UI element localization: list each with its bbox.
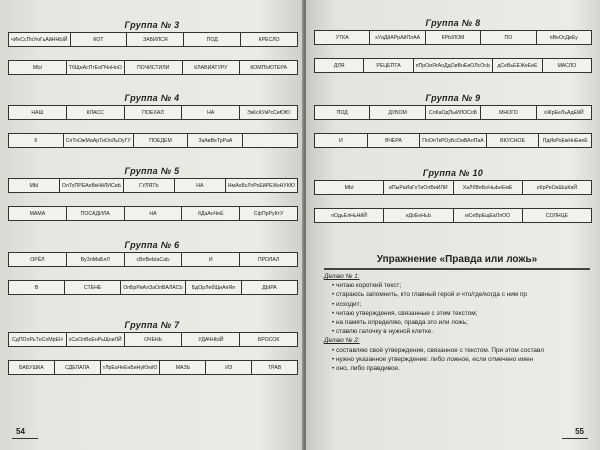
word-cell: КОТ — [71, 33, 128, 46]
word-cell: ОлТоПРЕАеВкНйЛИСиЬ — [60, 179, 124, 192]
word-cell: оКрРеОаШшКиЙ — [536, 184, 578, 191]
sentence-row — [314, 30, 592, 45]
word-cell: КРЫЛОМ — [426, 31, 481, 44]
sentence-row — [8, 133, 298, 148]
sentence-row — [314, 208, 592, 223]
word-cell: УТКА — [315, 31, 370, 44]
word-cell: ВЧЕРА — [368, 134, 421, 147]
group-title: Группа № 7 — [124, 320, 180, 330]
word-cell: ОЧЕНЬ — [125, 333, 183, 346]
word-cell — [243, 134, 297, 147]
word-cell: ТРАВ — [267, 364, 282, 371]
page-number-rule — [12, 438, 38, 439]
group-title: Группа № 3 — [124, 20, 180, 30]
word-cell: ДУБОМ — [370, 106, 425, 119]
sentence-row — [8, 32, 298, 47]
word-cell: пВеОсДвЕу — [549, 34, 578, 41]
word-cell: ПРОЛАЛ — [257, 256, 280, 263]
word-cell: СОЛНЦЕ — [545, 212, 568, 219]
word-cell: ПдИкРоЕжНнЕиеЕ — [542, 137, 588, 144]
word-cell: ПОД — [184, 33, 241, 46]
page-number: 54 — [16, 427, 25, 436]
page-number: 55 — [575, 427, 584, 436]
word-cell: КРЕСЛО — [258, 36, 280, 43]
word-cell: НАШ — [9, 106, 67, 119]
step1-list — [324, 281, 594, 336]
word-cell: тЛрЕаЧеЕнБиНуЮюЮ — [101, 361, 161, 374]
word-cell: ПОЕХАЛ — [125, 106, 183, 119]
exercise-title: Упражнение «Правда или ложь» — [324, 250, 590, 270]
word-cell: СТЕНЕ — [65, 281, 121, 294]
exercise-item: • стараюсь запомнить, кто главный герой и что/где/когда с ним пр — [332, 290, 594, 299]
group-title: Группа № 6 — [124, 240, 180, 250]
word-cell: КОМПЬЮТЕРА — [250, 64, 287, 71]
word-cell: дСеВьЕЕЖеЕеЕ — [493, 59, 542, 72]
exercise-item: • читаю утверждения, связанные с этим текстом; — [332, 309, 594, 318]
word-cell: МЫ — [315, 181, 384, 194]
word-cell: оЖрЕеЛьАдЕйЙ — [544, 109, 584, 116]
word-cell: СДЕЛАЛА — [55, 361, 101, 374]
sentence-row — [314, 180, 592, 195]
word-cell: ПОСАДИЛА — [67, 207, 125, 220]
step1-label: Делаю № 1: — [324, 273, 360, 280]
word-cell: сВлВеЫаСаЬ — [125, 253, 183, 266]
word-cell: ИЗ — [206, 361, 252, 374]
group-title: Группа № 5 — [124, 166, 180, 176]
sentence-row — [8, 178, 298, 193]
word-cell: КЛАВИАТУРУ — [183, 61, 241, 74]
word-cell: МАЗЬ — [160, 361, 206, 374]
word-cell: СфПрРуКтУ — [253, 210, 284, 217]
right-page — [306, 0, 600, 450]
word-cell: В — [9, 281, 65, 294]
sentence-row — [8, 280, 298, 295]
word-cell: ЭкКсКУкРсСиЮЮ — [246, 109, 291, 116]
word-cell: НмАоБсЛтРоЕйРЕЖкНУКЮ — [227, 182, 295, 189]
word-cell: пОдьЕлНьНйЙ — [315, 209, 384, 222]
step2-list — [324, 346, 594, 374]
word-cell: МЫ — [9, 179, 60, 192]
exercise-item: • ставлю галочку в нужной клетке. — [332, 327, 594, 336]
sentence-row — [8, 60, 298, 75]
word-cell: НА — [182, 106, 240, 119]
word-cell: КЛАСС — [67, 106, 125, 119]
word-cell: РЕЦЕПТА — [364, 59, 413, 72]
group-title: Группа № 4 — [124, 93, 180, 103]
word-cell: ДЛЯ — [315, 59, 364, 72]
word-cell: ЗАБИЛСЯ — [127, 33, 184, 46]
exercise-body — [324, 272, 594, 373]
step2-label: Делаю № 2: — [324, 337, 360, 345]
sentence-row — [314, 105, 592, 120]
word-cell: ПОЧИСТИЛИ — [125, 61, 183, 74]
word-cell: ВКУСНОЕ — [487, 134, 540, 147]
word-cell: СлКаОдПыИЛОСоБ — [426, 106, 481, 119]
exercise-item: • составляю своё утверждение, связанное с текстом. При этом составл — [332, 346, 594, 355]
word-cell: БРОСОК — [257, 336, 280, 343]
word-cell: пПрОиЯгАоДдОиВнЕиОЛсОсЬ — [414, 59, 494, 72]
word-cell: ПО — [481, 31, 536, 44]
word-cell: И — [315, 134, 368, 147]
word-cell: ГУЛЯТЬ — [124, 179, 175, 192]
word-cell: ТбЩеАсПтЕоПЧнНоО — [67, 61, 125, 74]
word-cell: МЫ — [9, 61, 67, 74]
exercise-item: • нужно указанное утверждение: либо ложное, если отмечено имен — [332, 355, 594, 364]
word-cell: хСаОлВоЕнРьЩниЛЙ — [67, 333, 125, 346]
word-cell: МНОГО — [481, 106, 536, 119]
word-cell: БдОрЛебЩиАяЯя — [186, 281, 242, 294]
exercise-item: • читаю короткий текст; — [332, 281, 594, 290]
word-cell: ПОД — [315, 106, 370, 119]
sentence-row — [8, 206, 298, 221]
page-number-rule — [562, 438, 588, 439]
word-cell: ОпБрРиАлЗаОпВАЛАСЬ — [121, 281, 186, 294]
group-title: Группа № 10 — [422, 168, 484, 178]
word-cell: УДАЧНЫЙ — [182, 333, 240, 346]
word-cell: СдПОоРьТнСоМрЕН — [9, 333, 67, 346]
word-cell: ПОЕДЕМ — [134, 134, 189, 147]
word-cell: НА — [175, 179, 226, 192]
word-cell: МАМА — [9, 207, 67, 220]
word-cell: вПыРаИаГоТиОлВиИЛИ — [384, 181, 453, 194]
word-cell: МАСЛО — [557, 62, 577, 69]
word-cell: чИеСсПпУюГьАйННЫЙ — [9, 33, 71, 46]
sentence-row — [8, 360, 298, 375]
sentence-row — [314, 58, 592, 73]
word-cell: бДаАнЧеЕ — [182, 207, 240, 220]
sentence-row — [314, 133, 592, 148]
exercise-item: • исходит; — [332, 300, 594, 309]
word-cell: ХаЛбВеБоНыЬеЕмЕ — [454, 181, 523, 194]
word-cell: ДЫРА — [262, 284, 277, 291]
sentence-row — [8, 252, 298, 267]
exercise-item: • оно, либо правдивое. — [332, 364, 594, 373]
word-cell: СпТоОжМаАрТиОоЛьОуГУ — [64, 134, 134, 147]
group-title: Группа № 8 — [425, 18, 481, 28]
word-cell: мСеВрЕщЕаЛлОО — [454, 209, 523, 222]
exercise-item: • на память определяю, правда это или ложь; — [332, 318, 594, 327]
word-cell: ЗаАвВеТрРаА — [188, 134, 243, 147]
word-cell: ПоОпТкРОуБсОиВАлПаА — [420, 134, 486, 147]
word-cell: ОРЁЛ — [9, 253, 67, 266]
word-cell: нДоЕнНьЬ — [384, 209, 453, 222]
word-cell: К — [9, 134, 64, 147]
word-cell: БАБУШКА — [9, 361, 55, 374]
sentence-row — [8, 105, 298, 120]
word-cell: ВуЗлМаБлЛ — [67, 253, 125, 266]
word-cell: хУаДйАРрАйПлАА — [370, 31, 425, 44]
word-cell: НА — [125, 207, 183, 220]
group-title: Группа № 9 — [425, 93, 481, 103]
sentence-row — [8, 332, 298, 347]
word-cell: И — [182, 253, 240, 266]
